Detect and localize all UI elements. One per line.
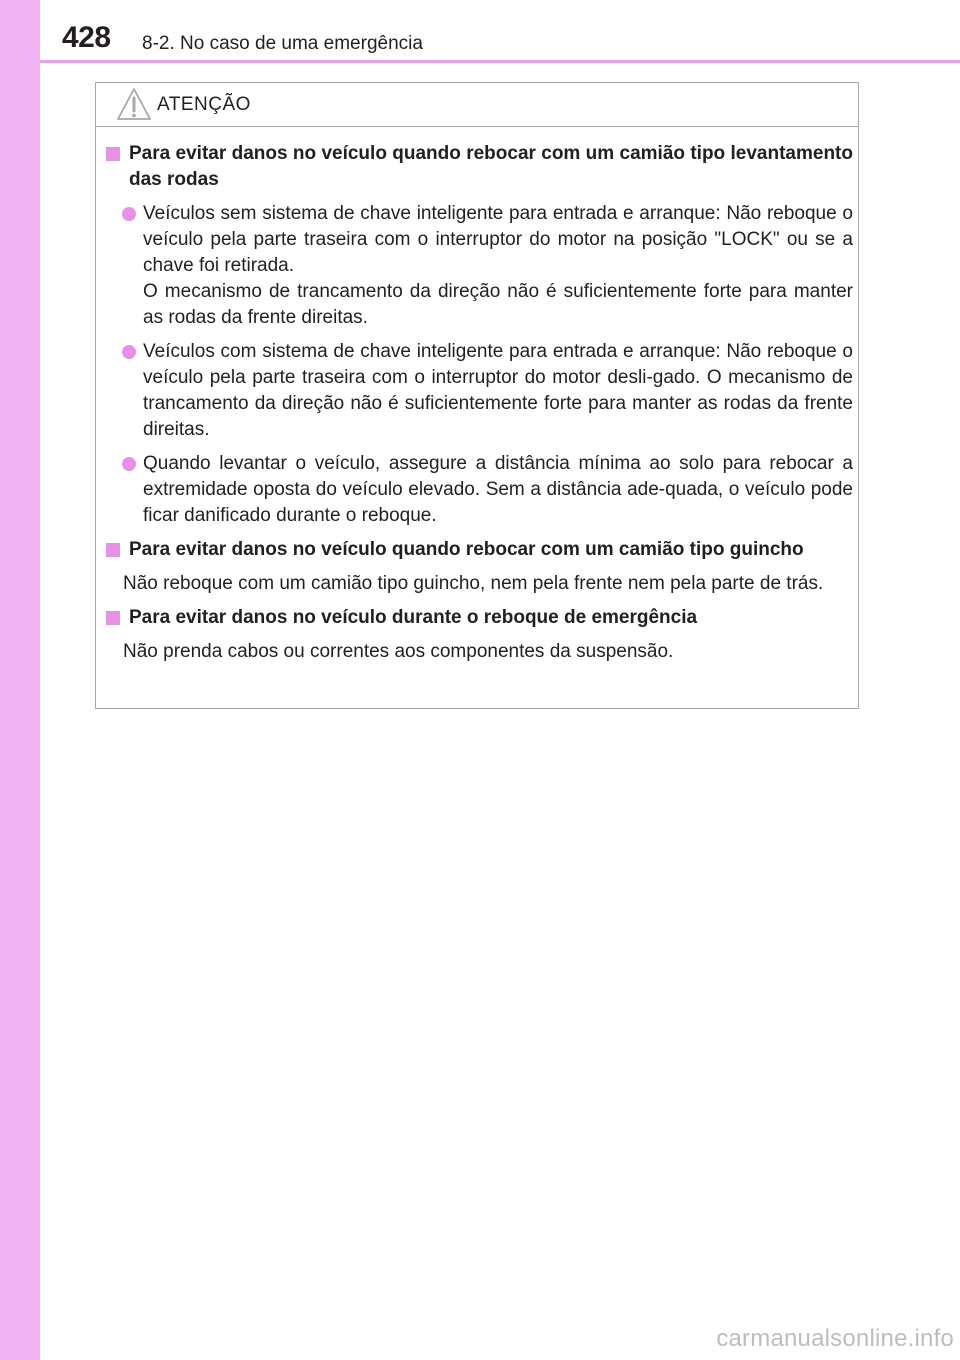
section-title: 8-2. No caso de uma emergência	[142, 33, 423, 54]
section-paragraph: Não reboque com um camião tipo guincho, nem pela frente nem pela parte de trás.	[123, 573, 824, 594]
section-paragraph: Não prenda cabos ou correntes aos componentes da suspensão.	[123, 641, 674, 662]
section-heading-wheel-lift	[103, 141, 853, 193]
section-heading-text: Para evitar danos no veículo quando rebocar com um camião tipo levantamento das rodas	[129, 143, 853, 190]
section-heading-text: Para evitar danos no veículo quando rebocar com um camião tipo guincho	[129, 539, 804, 560]
section-heading-text: Para evitar danos no veículo durante o reboque de emergência	[129, 607, 698, 628]
warning-triangle-icon	[116, 87, 152, 121]
section-heading-emergency-towing	[103, 605, 853, 631]
chapter-side-tab	[0, 0, 40, 1360]
caution-label: ATENÇÃO	[157, 94, 251, 115]
header-rule	[40, 60, 960, 63]
bullet-item	[103, 201, 853, 331]
caution-body	[103, 141, 853, 673]
square-bullet-icon	[106, 611, 120, 625]
round-bullet-icon	[122, 345, 136, 359]
bullet-text: Quando levantar o veículo, assegure a distância mínima ao solo para rebocar a extremidade oposta do veículo elevado. Sem a distância ade-quada, o veículo pode ficar danificado durante o reboque.	[143, 453, 853, 526]
bullet-text-extra: O mecanismo de trancamento da direção não é suficientemente forte para manter as rodas da frente direitas.	[143, 281, 853, 328]
round-bullet-icon	[122, 457, 136, 471]
bullet-text: Veículos com sistema de chave inteligente para entrada e arranque: Não reboque o veículo pela parte traseira com o interruptor do motor desli-gado. O mecanismo de trancamento da direção não é suficientemente forte para manter as rodas da frente direitas.	[143, 341, 853, 440]
caution-box	[95, 82, 859, 709]
square-bullet-icon	[106, 543, 120, 557]
bullet-item	[103, 339, 853, 443]
bullet-text: Veículos sem sistema de chave inteligente para entrada e arranque: Não reboque o veículo pela parte traseira com o interruptor do motor na posição "LOCK" ou se a chave foi retirada.	[143, 203, 853, 276]
caution-header	[96, 83, 858, 127]
section-heading-sling-type	[103, 537, 853, 563]
round-bullet-icon	[122, 207, 136, 221]
page-number: 428	[62, 21, 111, 54]
watermark: carmanualsonline.info	[716, 1325, 954, 1352]
square-bullet-icon	[106, 147, 120, 161]
bullet-item	[103, 451, 853, 529]
